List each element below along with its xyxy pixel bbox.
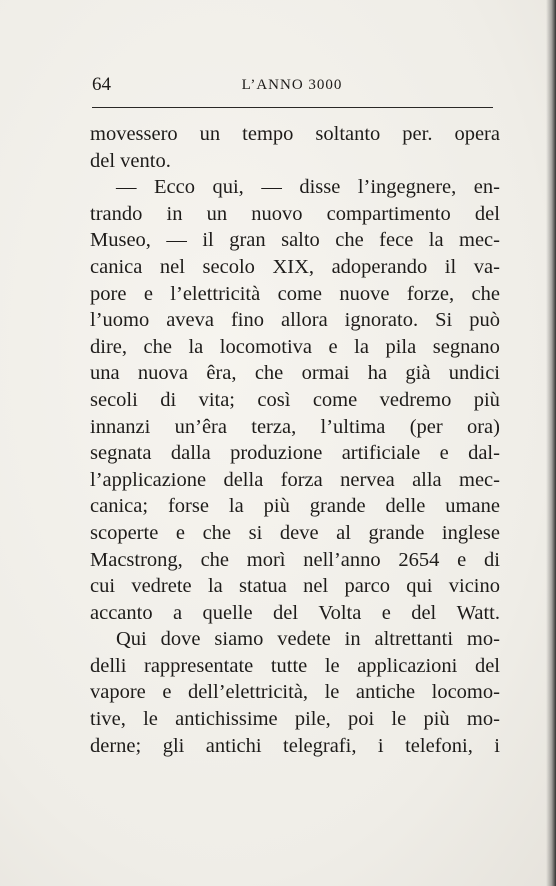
text-line <box>90 493 500 520</box>
word: l’ingegnere, <box>357 176 457 199</box>
word: e <box>439 442 449 465</box>
text-line <box>90 414 500 441</box>
text-line <box>90 254 500 281</box>
word: la <box>428 229 444 252</box>
word: — <box>261 176 282 199</box>
word: qui <box>406 575 433 598</box>
word: pore <box>90 282 127 305</box>
word: poi <box>347 708 375 731</box>
word: nel <box>303 575 329 598</box>
word: che <box>143 335 172 358</box>
word: allora <box>281 309 328 332</box>
word: vita; <box>198 388 235 411</box>
text-line <box>90 227 500 254</box>
word: e <box>457 548 467 571</box>
word: nuova <box>137 362 189 385</box>
word: antichi <box>205 734 262 757</box>
word: già <box>405 362 431 385</box>
word: forze, <box>406 282 455 305</box>
word: un’êra <box>174 415 227 438</box>
word: le <box>324 681 340 704</box>
word: un <box>199 123 221 145</box>
word: la <box>207 575 223 598</box>
word: più <box>263 495 290 518</box>
word: vapore <box>90 681 146 704</box>
word: deve <box>279 521 319 544</box>
word: la <box>228 495 244 518</box>
word: delli <box>90 654 127 677</box>
word: le <box>143 708 158 731</box>
word: Si <box>435 309 453 332</box>
word: di <box>484 548 500 571</box>
word: e <box>143 282 153 305</box>
word: vedrete <box>131 575 192 598</box>
word: vicino <box>448 575 500 598</box>
word: cui <box>90 575 116 598</box>
word: alla <box>412 468 442 491</box>
word: quelle <box>202 601 253 624</box>
word: mo- <box>466 708 500 731</box>
word: a <box>172 601 183 624</box>
word: più <box>423 708 450 731</box>
word: mo- <box>466 628 500 651</box>
word: in <box>166 202 183 225</box>
word: canica; <box>90 495 149 518</box>
word: terza, <box>251 415 297 438</box>
word: ormai <box>301 362 350 385</box>
word: antiche <box>355 681 416 704</box>
word: ora) <box>466 415 500 438</box>
word: dal- <box>468 442 500 465</box>
word: può <box>469 309 500 332</box>
text-line <box>90 467 500 494</box>
word: qui, <box>212 176 244 199</box>
word: che <box>200 548 230 571</box>
word: antichissime <box>175 708 278 731</box>
word: segnata <box>90 442 152 465</box>
word: del <box>474 202 500 225</box>
word: inglese <box>441 521 500 544</box>
word: vedete <box>277 628 331 651</box>
word: una <box>90 362 120 385</box>
word: e <box>175 521 185 544</box>
word: nuovo <box>251 202 303 225</box>
word: telegrafi, <box>283 734 357 757</box>
word: dalla <box>170 442 211 465</box>
word: tutte <box>270 654 308 677</box>
word: telefoni, <box>405 734 473 757</box>
word: forse <box>167 495 209 518</box>
word: 2654 <box>398 548 440 571</box>
word: e <box>328 335 338 358</box>
word: Qui <box>116 628 147 651</box>
word: produzione <box>230 442 323 465</box>
word: le <box>391 708 407 731</box>
header-rule <box>92 107 493 108</box>
word: così <box>257 388 291 411</box>
word: la <box>188 335 204 358</box>
text-line <box>90 653 500 680</box>
word: il <box>202 229 214 252</box>
word: — <box>116 176 137 199</box>
word: ignorato. <box>344 309 419 332</box>
word: secoli <box>90 388 138 411</box>
word: scoperte <box>90 521 159 544</box>
word: che <box>471 282 500 305</box>
word: dove <box>160 628 201 651</box>
word: derne; <box>90 734 142 757</box>
word: un <box>206 202 228 225</box>
word: parco <box>344 575 390 598</box>
word: la <box>354 335 369 358</box>
word: compartimento <box>326 202 451 225</box>
word: applicazioni <box>357 654 458 677</box>
word: nuove <box>339 282 390 305</box>
word: umane <box>445 495 500 518</box>
word: nel <box>159 255 185 278</box>
text-line <box>90 706 500 733</box>
word: opera <box>454 123 500 145</box>
word: il <box>444 255 457 278</box>
word: per. <box>402 123 433 145</box>
word: innanzi <box>90 415 151 438</box>
word: gran <box>229 229 266 252</box>
word: Macstrong, <box>90 548 183 571</box>
word: êra, <box>206 362 237 385</box>
word: l’uomo <box>90 309 150 332</box>
word: canica <box>90 255 143 278</box>
page-header <box>92 73 492 97</box>
word: delle <box>385 495 426 518</box>
word: XIX, <box>272 255 315 278</box>
word: disse <box>299 176 341 199</box>
word: più <box>473 388 500 411</box>
text-line <box>90 573 500 600</box>
text-line <box>90 334 500 361</box>
word: pile, <box>294 708 331 731</box>
text-line <box>90 307 500 334</box>
word: undici <box>448 362 500 385</box>
running-title: L’ANNO 3000 <box>241 77 343 93</box>
word: del <box>474 654 500 677</box>
word: che <box>254 362 284 385</box>
word: come <box>312 388 358 411</box>
word: salto <box>281 229 320 252</box>
word: le <box>324 654 340 677</box>
text-line <box>90 174 500 201</box>
word: soltanto <box>315 123 381 145</box>
word: Volta <box>318 601 362 624</box>
word: va- <box>473 255 500 278</box>
word: che <box>202 521 232 544</box>
word: del <box>411 601 437 624</box>
word: e <box>381 601 391 624</box>
body-text <box>90 121 500 759</box>
word: morì <box>246 548 286 571</box>
word: si <box>248 521 263 544</box>
word: i <box>494 734 500 757</box>
word: del <box>272 601 299 624</box>
text-line <box>90 626 500 653</box>
word: locomotiva <box>219 335 313 358</box>
text-line <box>90 440 500 467</box>
word: tempo <box>242 123 294 145</box>
word: artificiale <box>341 442 421 465</box>
word: gli <box>162 734 185 757</box>
word: della <box>223 468 264 491</box>
word: — <box>166 229 187 252</box>
word: e <box>162 681 172 704</box>
word: nell’anno <box>303 548 381 571</box>
word: Watt. <box>456 601 500 624</box>
text-line <box>90 679 500 706</box>
word: Ecco <box>154 176 195 199</box>
word: fece <box>379 229 414 252</box>
word: segnano <box>432 335 500 358</box>
word: vedremo <box>379 388 452 411</box>
word: l’applicazione <box>90 468 207 491</box>
word: dell’elettricità, <box>187 681 309 704</box>
word: pila <box>385 335 417 358</box>
text-line <box>90 148 500 175</box>
text-line <box>90 360 500 387</box>
text-line <box>90 547 500 574</box>
word: forza <box>280 468 323 491</box>
word: in <box>344 628 361 651</box>
word: l’ultima <box>320 415 386 438</box>
word: trando <box>90 202 143 225</box>
word: nervea <box>340 468 395 491</box>
word: adoperando <box>331 255 428 278</box>
text-line <box>90 387 500 414</box>
word: (per <box>409 415 443 438</box>
word: l’elettricità <box>170 282 261 305</box>
word: altrettanti <box>374 628 454 651</box>
page-edge-shadow <box>546 0 556 886</box>
text-line <box>90 281 500 308</box>
text-line-content: del vento. <box>90 149 171 172</box>
word: come <box>277 282 322 305</box>
text-line <box>90 520 500 547</box>
word: i <box>377 734 384 757</box>
word: Museo, <box>90 229 151 252</box>
text-line <box>90 600 500 627</box>
text-line <box>90 733 500 760</box>
word: di <box>160 388 177 411</box>
word: tive, <box>90 708 126 731</box>
word: che <box>335 229 364 252</box>
word: grande <box>368 521 425 544</box>
word: en- <box>473 176 500 199</box>
word: aveva <box>166 309 214 332</box>
word: movessero <box>90 123 178 145</box>
page-number: 64 <box>92 74 111 95</box>
word: statua <box>239 575 287 598</box>
word: ha <box>367 362 388 385</box>
text-line <box>90 201 500 228</box>
word: accanto <box>90 601 153 624</box>
word: al <box>336 521 351 544</box>
word: rappresentate <box>144 654 254 677</box>
word: secolo <box>202 255 255 278</box>
word: dire, <box>90 335 127 358</box>
word: mec- <box>459 468 500 491</box>
word: fino <box>230 309 265 332</box>
word: siamo <box>214 628 264 651</box>
word: locomo- <box>431 681 500 704</box>
text-line <box>90 121 500 148</box>
word: mec- <box>459 229 500 252</box>
word: grande <box>309 495 366 518</box>
